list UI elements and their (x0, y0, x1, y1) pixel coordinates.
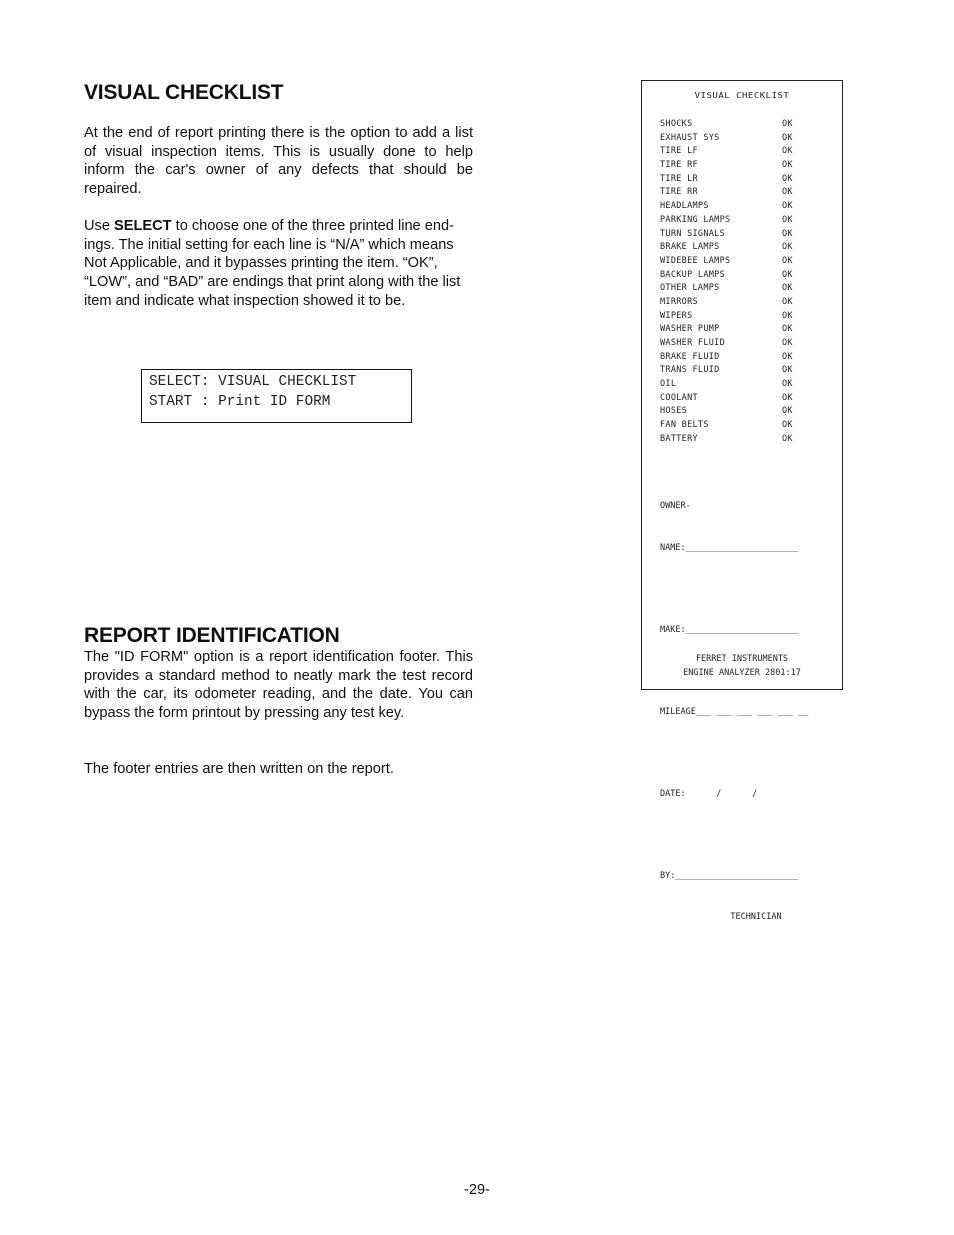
printout-item (660, 214, 800, 228)
printout-item-status: OK (782, 379, 793, 390)
printout-item-label: WIPERS (660, 310, 693, 321)
visual-checklist-intro: At the end of report printing there is the option to add a list of visual inspection items. This is usually done to help inform the car's owner of any defects that should be repaired. (84, 125, 473, 198)
printout-item (660, 200, 800, 214)
printout-item (660, 228, 800, 242)
printout-item-status: OK (782, 406, 793, 417)
printout-item (660, 118, 800, 132)
printout-item (660, 186, 800, 200)
visual-checklist-select-text (84, 217, 473, 311)
printout-item (660, 419, 800, 433)
printout-item-status: OK (782, 146, 793, 157)
printout-item (660, 310, 800, 324)
printout-item-status: OK (782, 420, 793, 431)
printout-item-status: OK (782, 351, 793, 362)
printout-item-status: OK (782, 283, 793, 294)
printout-item-label: MIRRORS (660, 296, 698, 307)
printout-item-list (660, 118, 800, 447)
printout-item (660, 241, 800, 255)
footer-owner: OWNER- (660, 501, 691, 512)
printout-item (660, 132, 800, 146)
printout-item-status: OK (782, 132, 793, 143)
printout-item (660, 405, 800, 419)
footer-mileage: MILEAGE___ ___ ___ ___ ___ __ (660, 706, 809, 717)
printout-item-status: OK (782, 187, 793, 198)
printout-item (660, 269, 800, 283)
printout-footer (660, 473, 832, 952)
printout-item-status: OK (782, 269, 793, 280)
printout-item (660, 255, 800, 269)
printout-item (660, 433, 800, 447)
printout-item-label: TIRE LR (660, 173, 698, 184)
printout-title: VISUAL CHECKLIST (694, 91, 790, 101)
printout-model: ENGINE ANALYZER 2801:17 (683, 667, 801, 678)
printout-company: FERRET INSTRUMENTS (695, 654, 789, 664)
printout-item-label: TURN SIGNALS (660, 228, 726, 239)
printout-item-label: PARKING LAMPS (660, 214, 731, 225)
report-identification-heading: REPORT IDENTIFICATION (84, 624, 340, 647)
printout-item-status: OK (782, 201, 793, 212)
printout-item-label: FAN BELTS (660, 420, 709, 431)
printout-item-label: BRAKE LAMPS (660, 242, 720, 253)
printout-item (660, 378, 800, 392)
printout-item-status: OK (782, 324, 793, 335)
printout-item-label: BACKUP LAMPS (660, 269, 726, 280)
printout-item-status: OK (782, 214, 793, 225)
lcd-display (141, 369, 412, 423)
printout-item (660, 351, 800, 365)
printout-item-label: TIRE RR (660, 187, 698, 198)
printout-item-status: OK (782, 296, 793, 307)
page-number: -29- (464, 1182, 490, 1198)
printout-item-label: WASHER PUMP (660, 324, 720, 335)
printout-item-status: OK (782, 160, 793, 171)
printout-item-label: OIL (660, 379, 677, 390)
printout-item (660, 159, 800, 173)
printout-item-label: COOLANT (660, 392, 698, 403)
printout-item-status: OK (782, 228, 793, 239)
printout-item-label: TIRE LF (660, 146, 698, 157)
footer-date: DATE: / / (660, 789, 758, 800)
printout-item-status: OK (782, 173, 793, 184)
printout-item (660, 337, 800, 351)
lcd-line-1: SELECT: VISUAL CHECKLIST (149, 374, 357, 390)
select-text-body: to choose one of the three printed line end-ings. The initial setting for each line is “N/A” which means Not Applicable, and it bypasses printing the item. “OK”, “LOW”, and “BAD” are endings that print along with the list item and indicate what inspection showed it to be. (84, 218, 461, 309)
report-identification-intro: The "ID FORM" option is a report identification footer. This provides a standard method to neatly mark the test record with the car, its odometer reading, and the date. You can bypass the form printout by pressing any test key. (84, 649, 473, 722)
printout-item-label: SHOCKS (660, 119, 693, 129)
printout-item (660, 392, 800, 406)
printout-item-label: WASHER FLUID (660, 338, 726, 348)
report-identification-footer-note: The footer entries are then written on the report. (84, 761, 394, 777)
printout-item-status: OK (782, 365, 793, 376)
printout-item (660, 364, 800, 378)
printout-item-label: HEADLAMPS (660, 201, 709, 212)
printout-item (660, 323, 800, 337)
select-text-prefix: Use (84, 218, 115, 234)
printout-item (660, 145, 800, 159)
printout-brand (642, 653, 842, 680)
printout-item-label: TRANS FLUID (660, 365, 720, 376)
printout-item (660, 296, 800, 310)
printout-item-status: OK (782, 433, 793, 444)
printout-sample (641, 80, 843, 923)
printout-item-label: HOSES (660, 406, 688, 417)
printout-item-status: OK (782, 310, 793, 321)
printout-item-status: OK (782, 338, 793, 348)
select-keyword: SELECT (114, 218, 172, 234)
footer-name: NAME:______________________ (660, 542, 799, 553)
footer-by: BY:________________________ (660, 871, 799, 882)
printout-item-label: BRAKE FLUID (660, 351, 720, 362)
printout-item-status: OK (782, 119, 793, 129)
printout-item-label: EXHAUST SYS (660, 132, 720, 143)
printout-item-label: BATTERY (660, 433, 698, 444)
printout-item-label: OTHER LAMPS (660, 283, 720, 294)
printout-item (660, 173, 800, 187)
lcd-line-2: START : Print ID FORM (149, 394, 331, 410)
footer-technician: TECHNICIAN (730, 912, 782, 923)
printout-item-status: OK (782, 242, 793, 253)
printout-item-status: OK (782, 392, 793, 403)
printout-item-label: WIDEBEE LAMPS (660, 255, 731, 266)
footer-make: MAKE:______________________ (660, 624, 799, 635)
visual-checklist-heading: VISUAL CHECKLIST (84, 81, 284, 104)
printout-item-status: OK (782, 255, 793, 266)
printout-item (660, 282, 800, 296)
printout-item-label: TIRE RF (660, 160, 698, 171)
